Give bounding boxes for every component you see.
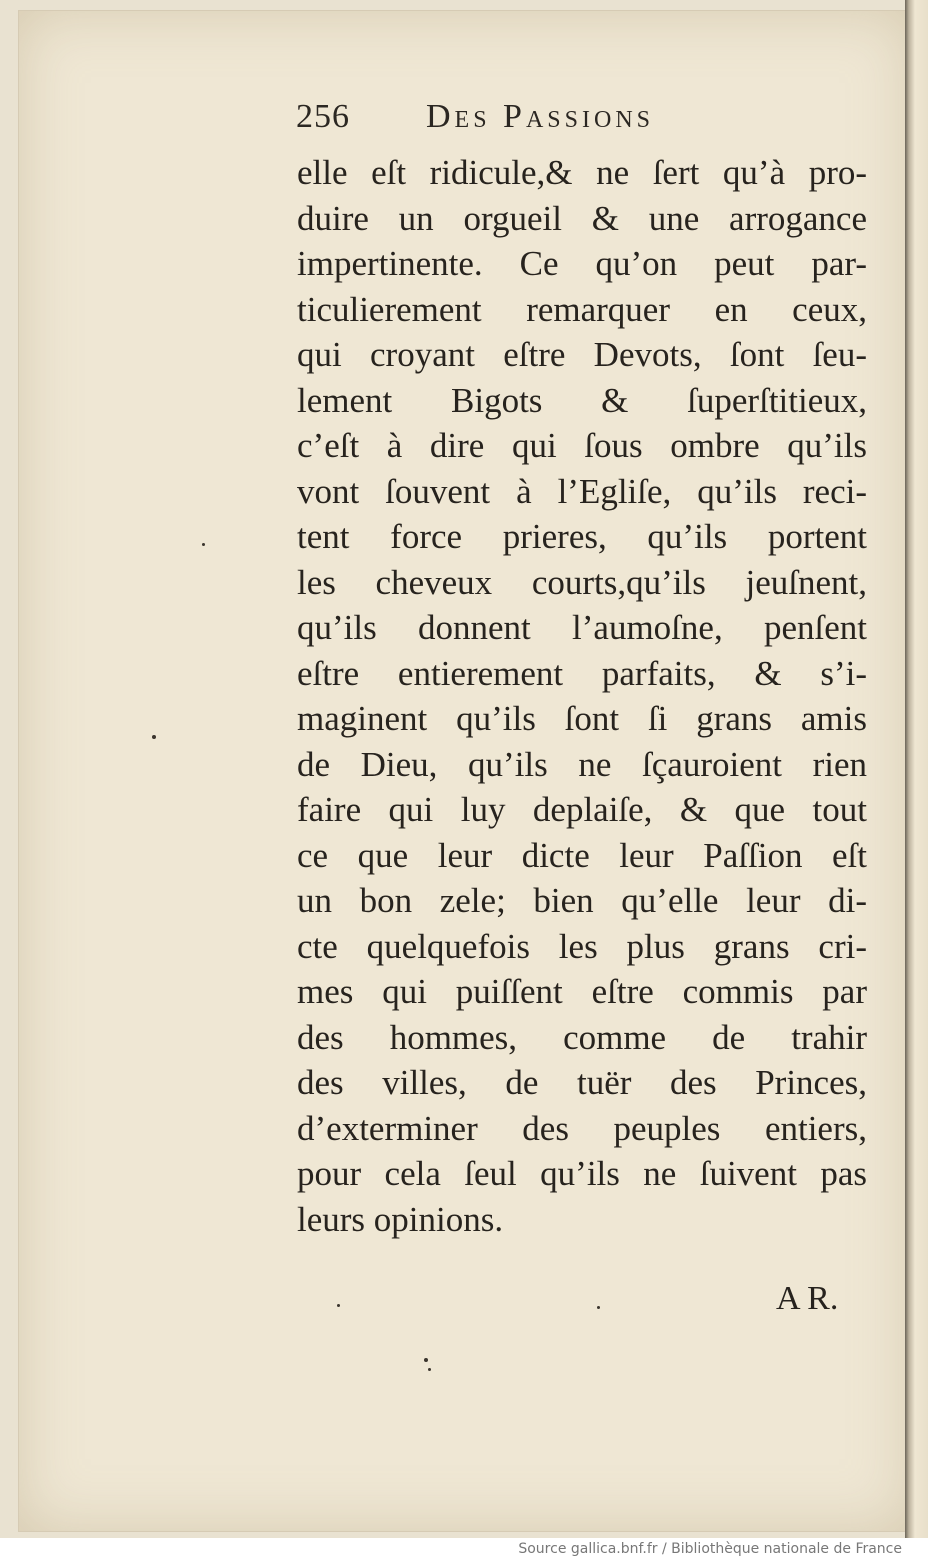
text-line: duire un orgueil & une arrogance	[297, 198, 867, 238]
text-line: d’exterminer des peuples entiers,	[297, 1108, 867, 1148]
text-line: qui croyant eſtre Devots, ſont ſeu-	[297, 335, 867, 374]
text-line: c’eſt à dire qui ſous ombre qu’ils	[297, 426, 867, 465]
running-title: Des Passions	[426, 98, 655, 135]
text-line: vont ſouvent à l’Egliſe, qu’ils reci-	[297, 471, 867, 511]
source-credit: Source gallica.bnf.fr / Bibliothèque nationale de France	[518, 1541, 902, 1557]
ink-speck	[152, 735, 156, 739]
text-line: impertinente. Ce qu’on peut par-	[297, 244, 867, 283]
body-text	[297, 150, 867, 1242]
text-line: de Dieu, qu’ils ne ſçauroient rien	[297, 744, 867, 784]
ink-speck	[202, 543, 205, 546]
text-line: eſtre entierement parfaits, & s’i-	[297, 653, 867, 693]
facing-page-edge	[905, 0, 928, 1538]
text-line: ticulierement remarquer en ceux,	[297, 289, 867, 329]
text-line: maginent qu’ils ſont ſi grans amis	[297, 699, 867, 738]
text-line: tent force prieres, qu’ils portent	[297, 517, 867, 556]
text-line: elle eſt ridicule,& ne ſert qu’à pro-	[297, 153, 867, 192]
text-line: leurs opinions.	[297, 1199, 504, 1239]
ink-speck	[428, 1368, 431, 1371]
ink-speck	[597, 1306, 600, 1309]
text-line: pour cela ſeul qu’ils ne ſuivent pas	[297, 1154, 867, 1193]
page-number: 256	[296, 98, 350, 135]
text-line: des hommes, comme de trahir	[297, 1017, 867, 1057]
text-line: les cheveux courts,qu’ils jeuſnent,	[297, 562, 867, 602]
catchword: A R.	[776, 1280, 839, 1317]
text-line: des villes, de tuër des Princes,	[297, 1063, 867, 1102]
text-line: un bon zele; bien qu’elle leur di-	[297, 881, 867, 920]
text-line: lement Bigots & ſuperſtitieux,	[297, 380, 867, 420]
ink-speck	[337, 1304, 340, 1307]
text-line: cte quelquefois les plus grans cri-	[297, 926, 867, 966]
text-line: qu’ils donnent l’aumoſne, penſent	[297, 608, 867, 647]
text-line: mes qui puiſſent eſtre commis par	[297, 972, 867, 1011]
text-line: faire qui luy deplaiſe, & que tout	[297, 790, 867, 829]
ink-speck	[424, 1358, 428, 1362]
running-head	[296, 98, 766, 144]
text-line: ce que leur dicte leur Paſſion eſt	[297, 835, 867, 875]
